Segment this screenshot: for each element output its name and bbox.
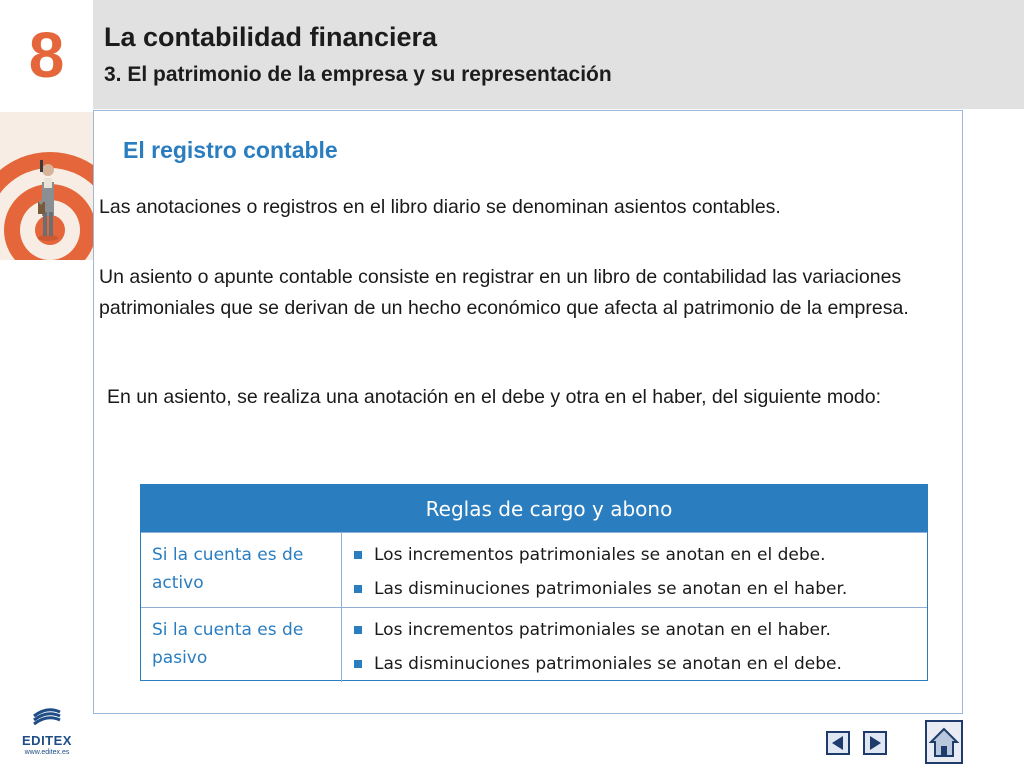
- section-title: El registro contable: [123, 137, 338, 163]
- header-bar: [93, 0, 1024, 109]
- bullet-square-icon: [354, 626, 362, 634]
- rule-item: [354, 572, 927, 606]
- rule-item-text: Los incrementos patrimoniales se anotan en el debe.: [374, 545, 826, 565]
- rules-row-pasivo: [141, 607, 927, 682]
- logo-url: www.editex.es: [24, 749, 70, 756]
- page-title: La contabilidad financiera: [104, 22, 438, 52]
- chapter-number: 8: [28, 18, 65, 91]
- editex-logo: [14, 706, 80, 762]
- rule-item: [354, 613, 927, 647]
- triangle-right-icon: [865, 733, 885, 753]
- bullet-square-icon: [354, 660, 362, 668]
- rules-table: [140, 484, 928, 681]
- rules-table-title: Reglas de cargo y abono: [141, 485, 927, 532]
- rules-row-activo: [141, 532, 927, 607]
- rule-items-pasivo: [342, 608, 927, 682]
- next-slide-button[interactable]: [863, 731, 887, 755]
- rule-item-text: Las disminuciones patrimoniales se anotan en el debe.: [374, 654, 842, 674]
- logo-text: EDITEX: [22, 733, 72, 748]
- triangle-left-icon: [828, 733, 848, 753]
- editex-mark-icon: [30, 706, 64, 726]
- paragraph-2: Un asiento o apunte contable consiste en registrar en un libro de contabilidad las variaciones patrimoniales que se derivan de un hecho económico que afecta al patrimonio de la empresa.: [99, 266, 909, 319]
- bullet-square-icon: [354, 585, 362, 593]
- rule-item-text: Los incrementos patrimoniales se anotan en el haber.: [374, 620, 831, 640]
- rule-label-pasivo: Si la cuenta es de pasivo: [141, 608, 342, 682]
- rule-item: [354, 647, 927, 681]
- page-subtitle: 3. El patrimonio de la empresa y su representación: [104, 63, 612, 86]
- rule-items-activo: [342, 533, 927, 607]
- rule-item: [354, 538, 927, 572]
- target-illustration: [0, 112, 93, 260]
- paragraph-1: Las anotaciones o registros en el libro diario se denominan asientos contables.: [99, 196, 781, 218]
- previous-slide-button[interactable]: [826, 731, 850, 755]
- rule-label-activo: Si la cuenta es de activo: [141, 533, 342, 607]
- paragraph-3: En un asiento, se realiza una anotación en el debe y otra en el haber, del siguiente modo:: [107, 386, 882, 408]
- home-button[interactable]: [925, 720, 963, 764]
- home-icon: [927, 722, 961, 762]
- bullet-square-icon: [354, 551, 362, 559]
- rule-item-text: Las disminuciones patrimoniales se anotan en el haber.: [374, 579, 848, 599]
